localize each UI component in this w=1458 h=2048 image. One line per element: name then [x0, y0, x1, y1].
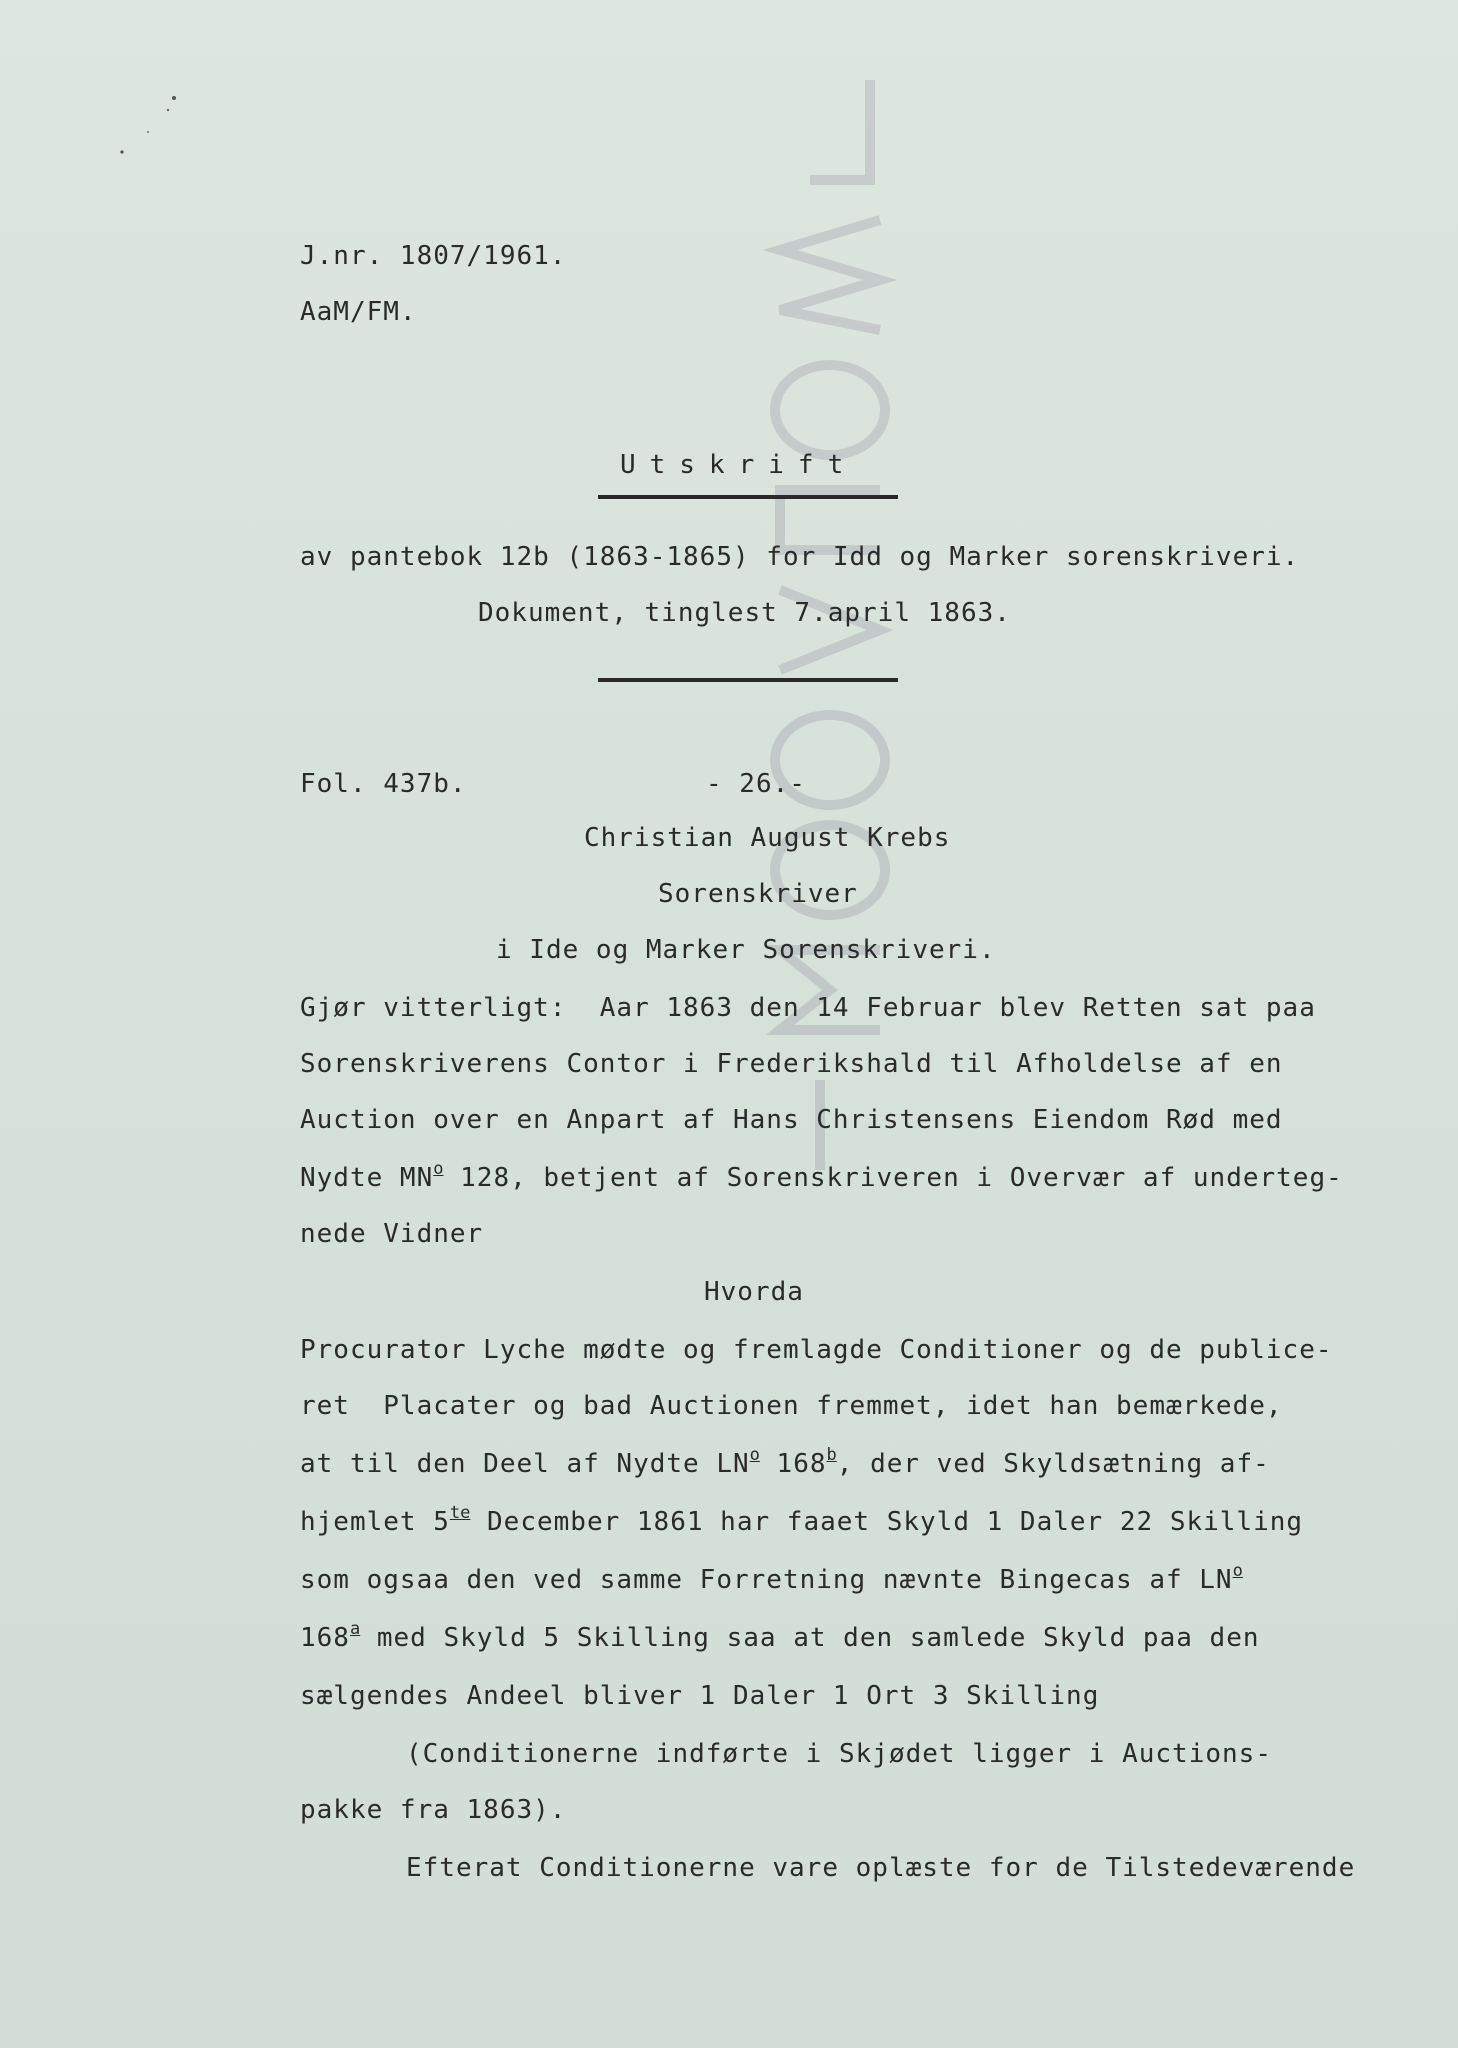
body-line-10 — [300, 1561, 1243, 1599]
body-line-2: Sorenskriverens Contor i Frederikshald til Afholdelse af en — [300, 1049, 1283, 1079]
body-line-4-start: Nydte MN — [300, 1163, 434, 1193]
issuer-name: Christian August Krebs — [584, 823, 951, 853]
body-line-11-end: med Skyld 5 Skilling saa at den samlede Skyld paa den — [360, 1623, 1260, 1653]
subtitle-line-1: av pantebok 12b (1863-1865) for Idd og Marker sorenskriveri. — [300, 542, 1300, 572]
body-line-4-superscript: o — [433, 1159, 444, 1179]
page-number: - 26.- — [706, 769, 806, 799]
body-line-15: Efterat Conditionerne vare oplæste for de Tilstedeværende — [406, 1853, 1356, 1883]
ink-specks — [108, 90, 188, 170]
body-line-9-superscript: te — [449, 1503, 471, 1523]
body-line-9-start: hjemlet 5 — [300, 1507, 450, 1537]
body-line-9-end: December 1861 har faaet Skyld 1 Daler 22 Skilling — [470, 1507, 1304, 1537]
body-line-10-superscript: o — [1232, 1561, 1243, 1581]
body-line-9 — [300, 1503, 1304, 1541]
section-divider — [598, 678, 898, 682]
body-line-3: Auction over en Anpart af Hans Christensens Eiendom Rød med — [300, 1105, 1283, 1135]
body-line-8-start: at til den Deel af Nydte LN — [300, 1449, 750, 1479]
body-line-11-superscript: a — [349, 1619, 361, 1639]
body-line-8 — [300, 1445, 1270, 1483]
body-line-14: pakke fra 1863). — [300, 1795, 567, 1825]
body-line-8-middle: 168 — [759, 1449, 827, 1479]
body-line-13: (Conditionerne indførte i Skjødet ligger i Auctions- — [406, 1739, 1272, 1769]
subtitle-line-2: Dokument, tinglest 7.april 1863. — [478, 598, 1011, 628]
body-line-12: sælgendes Andeel bliver 1 Daler 1 Ort 3 Skilling — [300, 1681, 1100, 1711]
body-line-4-end: 128, betjent af Sorenskriveren i Overvær af underteg- — [443, 1163, 1343, 1193]
body-line-11-start: 168 — [300, 1623, 350, 1653]
body-line-5: nede Vidner — [300, 1219, 484, 1249]
folio-label: Fol. 437b. — [300, 769, 467, 799]
body-line-1: Gjør vitterligt: Aar 1863 den 14 Februar blev Retten sat paa — [300, 993, 1316, 1023]
body-line-7: ret Placater og bad Auctionen fremmet, idet han bemærkede, — [300, 1391, 1283, 1421]
initials: AaM/FM. — [300, 297, 417, 327]
document-title: Utskrift — [620, 450, 858, 480]
journal-number: J.nr. 1807/1961. — [300, 241, 567, 271]
body-line-4 — [300, 1159, 1343, 1197]
body-line-8-superscript-1: o — [749, 1445, 760, 1465]
hvorda-heading: Hvorda — [704, 1277, 804, 1307]
body-line-11 — [300, 1619, 1260, 1657]
body-line-10-start: som ogsaa den ved samme Forretning nævnte Bingecas af LN — [300, 1565, 1233, 1595]
body-line-6: Procurator Lyche mødte og fremlagde Conditioner og de publice- — [300, 1335, 1333, 1365]
title-underline — [598, 495, 898, 499]
body-line-8-end: , der ved Skyldsætning af- — [836, 1449, 1270, 1479]
body-line-8-superscript-2: b — [826, 1445, 837, 1465]
issuer-district: i Ide og Marker Sorenskriveri. — [496, 935, 996, 965]
issuer-office: Sorenskriver — [658, 879, 858, 909]
